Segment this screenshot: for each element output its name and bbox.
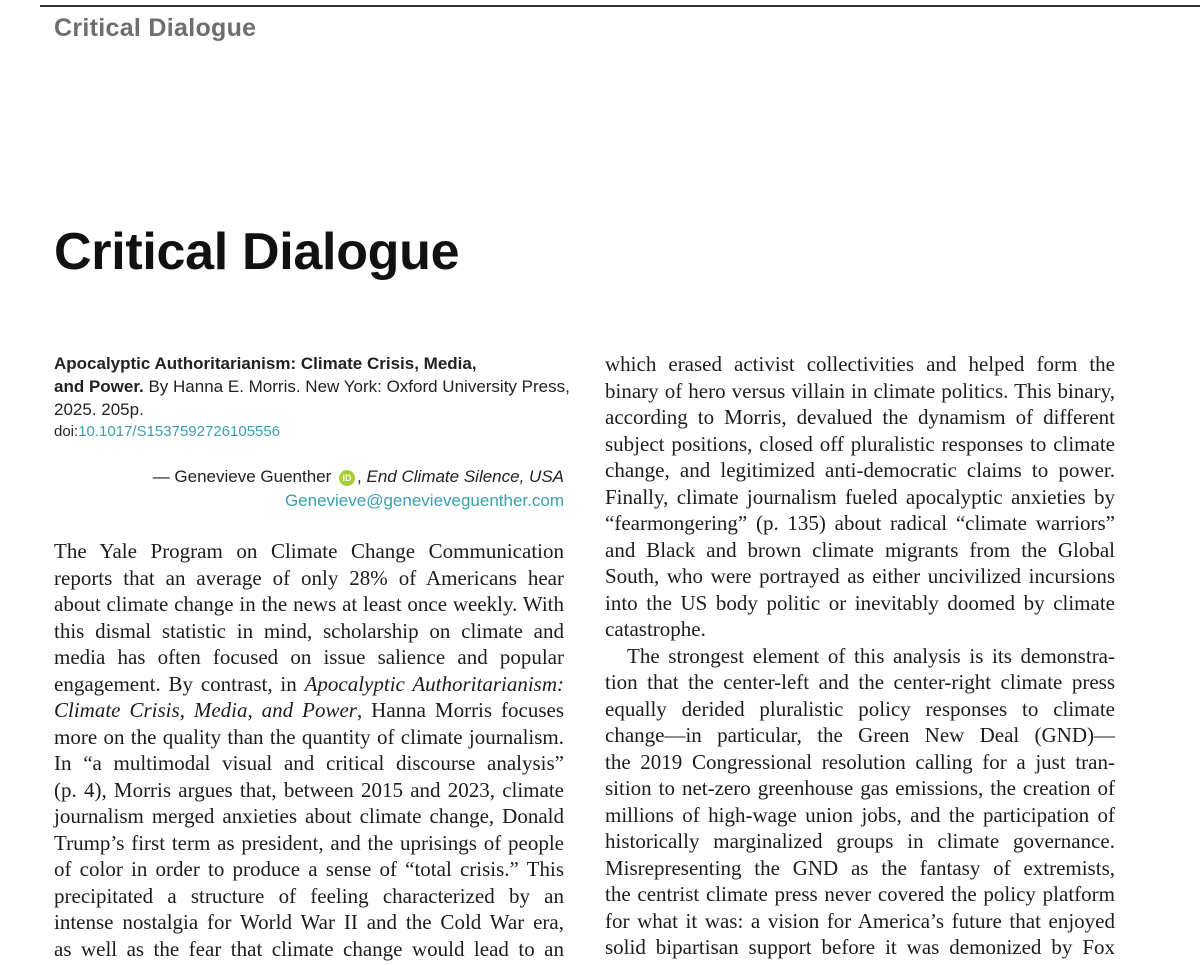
text-line: more on the quality than the quantity of climate journalism.	[54, 724, 564, 749]
text-line: of color in order to produce a sense of “total crisis.” This	[54, 857, 564, 881]
text-line: South, who were portrayed as either uncivilized incursions	[605, 564, 1115, 588]
text-line: Finally, climate journalism fueled apocalyptic anxieties by	[605, 484, 1115, 509]
byline: By Hanna E. Morris. New York: Oxford University Press,	[143, 377, 570, 396]
doi-link[interactable]: 10.1017/S1537592726105556	[78, 423, 281, 440]
text-line: The Yale Program on Climate Change Communication	[54, 539, 564, 563]
reviewer-email[interactable]: Genevieve@genevieveguenther.com	[284, 491, 564, 510]
text-line	[54, 697, 564, 724]
orcid-icon[interactable]: iD	[339, 470, 355, 486]
text-line: the 2019 Congressional resolution calling for a just tran-	[605, 749, 1115, 774]
text-line: “fearmongering” (p. 135) about radical “climate warriors”	[605, 511, 1115, 535]
text-line: binary of hero versus villain in climate politics. This binary,	[605, 378, 1115, 403]
text-line: In “a multimodal visual and critical discourse analysis”	[54, 751, 564, 775]
text-line: about climate change in the news at least once weekly. With	[54, 592, 564, 616]
doi-line	[54, 421, 574, 443]
text-line: The strongest element of this analysis is its demonstra-	[627, 643, 1115, 668]
book-title-italic: Apocalyptic Authoritarianism:	[304, 671, 564, 696]
text-line: (p. 4), Morris argues that, between 2015 and 2023, climate	[54, 777, 564, 802]
text-line	[54, 671, 564, 698]
text-line: equally derided pluralistic policy responses to climate	[605, 696, 1115, 721]
reviewer-name: — Genevieve Guenther	[152, 467, 332, 486]
section-title: Critical Dialogue	[54, 223, 460, 281]
reviewer-block	[54, 465, 564, 513]
text-line: reports that an average of only 28% of Americans hear	[54, 565, 564, 590]
text-line: the centrist climate press never covered the policy platform	[605, 882, 1115, 906]
reviewer-separator: ,	[357, 467, 362, 486]
text-line: millions of high-wage union jobs, and the participation of	[605, 802, 1115, 827]
text-segment: , Hanna Morris focuses	[356, 698, 564, 722]
text-line: for what it was: a vision for America’s future that enjoyed	[605, 908, 1115, 933]
top-rule	[40, 5, 1200, 7]
text-line: change—in particular, the Green New Deal (GND)—	[605, 723, 1115, 747]
text-line: into the US body politic or inevitably doomed by climate	[605, 590, 1115, 615]
text-line: change, and legitimized anti-democratic claims to power.	[605, 458, 1115, 482]
book-title-italic: Climate Crisis, Media, and Power	[54, 698, 357, 722]
review-header	[54, 352, 574, 443]
publication-year: 2025. 205p.	[54, 400, 144, 419]
text-line: according to Morris, devalued the dynamism of different	[605, 405, 1115, 429]
left-column	[54, 538, 564, 962]
text-line: as well as the fear that climate change would lead to an	[54, 936, 564, 961]
text-line: solid bipartisan support before it was demonized by Fox	[605, 935, 1115, 959]
text-line: tion that the center-left and the center-right climate press	[605, 670, 1115, 694]
running-head: Critical Dialogue	[54, 14, 257, 42]
text-line: intense nostalgia for World War II and the Cold War era,	[54, 910, 564, 934]
text-line: catastrophe.	[605, 617, 706, 641]
text-line: Misrepresenting the GND as the fantasy of extremists,	[605, 855, 1115, 880]
text-line: media has often focused on issue salience and popular	[54, 645, 564, 669]
text-line: this dismal statistic in mind, scholarship on climate and	[54, 618, 564, 643]
text-line: precipitated a structure of feeling characterized by an	[54, 883, 564, 908]
book-title-line-2: and Power.	[54, 377, 144, 396]
doi-prefix: doi:	[54, 423, 79, 440]
text-segment: engagement. By contrast, in	[54, 671, 305, 696]
text-line: sition to net-zero greenhouse gas emissions, the creation of	[605, 776, 1115, 800]
text-line: Trump’s first term as president, and the uprisings of people	[54, 830, 564, 855]
text-line: historically marginalized groups in climate governance.	[605, 829, 1115, 853]
book-title-line-1: Apocalyptic Authoritarianism: Climate Crisis, Media,	[54, 354, 477, 373]
text-line: subject positions, closed off pluralistic responses to climate	[605, 431, 1115, 456]
text-line: journalism merged anxieties about climate change, Donald	[54, 804, 564, 828]
text-line: which erased activist collectivities and helped form the	[605, 352, 1115, 376]
reviewer-affiliation: End Climate Silence, USA	[366, 467, 564, 486]
text-line: and Black and brown climate migrants from the Global	[605, 537, 1115, 562]
right-column	[605, 351, 1115, 961]
